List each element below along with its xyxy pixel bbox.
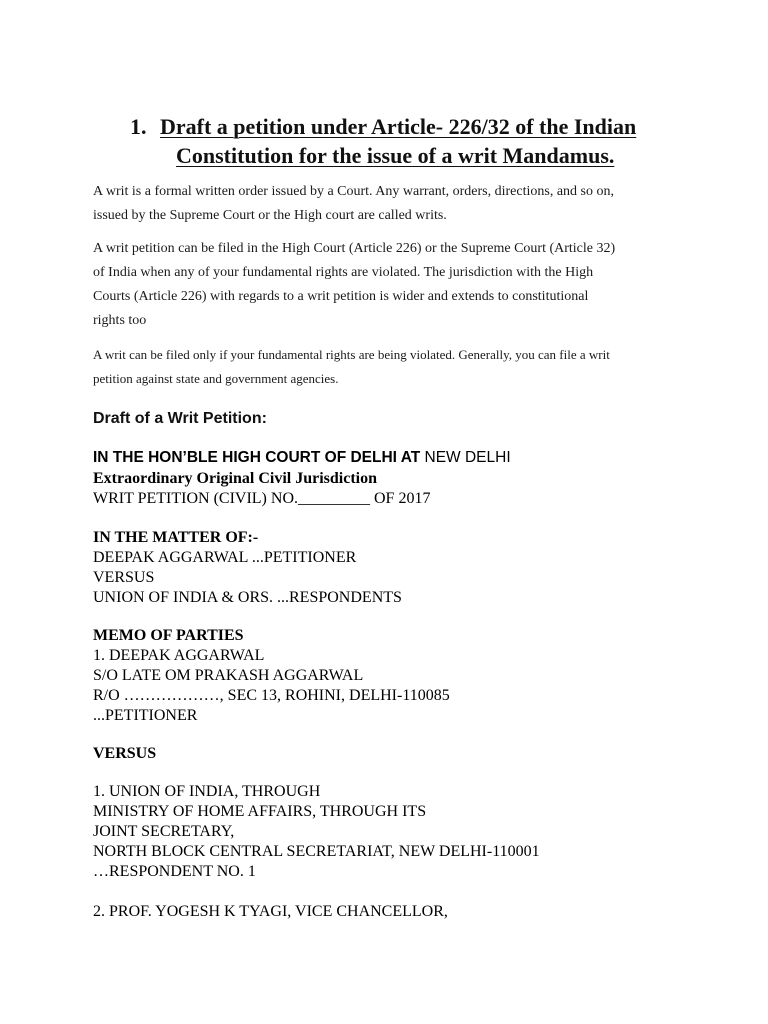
respondent-line: NORTH BLOCK CENTRAL SECRETARIAT, NEW DELHI-110001 [93,843,540,860]
matter-versus: VERSUS [93,569,155,586]
memo-heading: MEMO OF PARTIES [93,627,244,644]
court-title-city: NEW DELHI [420,449,511,466]
respondent-line: …RESPONDENT NO. 1 [93,863,256,880]
paragraph-line: of India when any of your fundamental rights are violated. The jurisdiction with the High [93,265,594,280]
memo-of-parties-block [93,626,450,726]
matter-heading: IN THE MATTER OF:- [93,529,259,546]
in-the-matter-block [93,528,402,608]
intro-paragraph-2 [93,237,693,333]
court-title [93,448,511,468]
memo-line: ...PETITIONER [93,707,198,724]
respondent-1-block [93,782,540,882]
paragraph-line: issued by the Supreme Court or the High court are called writs. [93,208,447,223]
draft-section-title: Draft of a Writ Petition: [93,410,267,427]
versus-heading-block [93,744,156,764]
heading-line-2: Constitution for the issue of a writ Mandamus. [176,143,615,168]
paragraph-line: rights too [93,313,147,328]
respondent-2-block [93,902,448,922]
intro-paragraph-1 [93,180,693,228]
paragraph-line: A writ is a formal written order issued by a Court. Any warrant, orders, directions, and so on, [93,184,615,199]
paragraph-line: A writ petition can be filed in the High Court (Article 226) or the Supreme Court (Article 32) [93,241,616,256]
paragraph-line: A writ can be filed only if your fundamental rights are being violated. Generally, you can file a writ [93,347,610,362]
intro-paragraph-3 [93,343,693,391]
heading-number: 1. [130,114,147,139]
respondent-line: MINISTRY OF HOME AFFAIRS, THROUGH ITS [93,803,427,820]
paragraph-line: petition against state and government agencies. [93,371,339,386]
memo-line: S/O LATE OM PRAKASH AGGARWAL [93,667,364,684]
respondent-line: 2. PROF. YOGESH K TYAGI, VICE CHANCELLOR, [93,903,448,920]
respondent-line: 1. UNION OF INDIA, THROUGH [93,783,321,800]
respondent-line: JOINT SECRETARY, [93,823,235,840]
petition-number: WRIT PETITION (CIVIL) NO._________ OF 2017 [93,490,431,507]
matter-petitioner: DEEPAK AGGARWAL ...PETITIONER [93,549,357,566]
jurisdiction-label: Extraordinary Original Civil Jurisdiction [93,470,378,487]
document-heading [130,112,680,170]
paragraph-line: Courts (Article 226) with regards to a writ petition is wider and extends to constitutional [93,289,589,304]
versus-heading: VERSUS [93,745,157,762]
court-title-bold: IN THE HON’BLE HIGH COURT OF DELHI AT [93,449,421,466]
heading-line-1: Draft a petition under Article- 226/32 of the Indian [160,114,637,139]
memo-line: 1. DEEPAK AGGARWAL [93,647,265,664]
memo-line: R/O ………………, SEC 13, ROHINI, DELHI-110085 [93,687,450,704]
matter-respondents: UNION OF INDIA & ORS. ...RESPONDENTS [93,589,402,606]
jurisdiction-block [93,469,430,509]
